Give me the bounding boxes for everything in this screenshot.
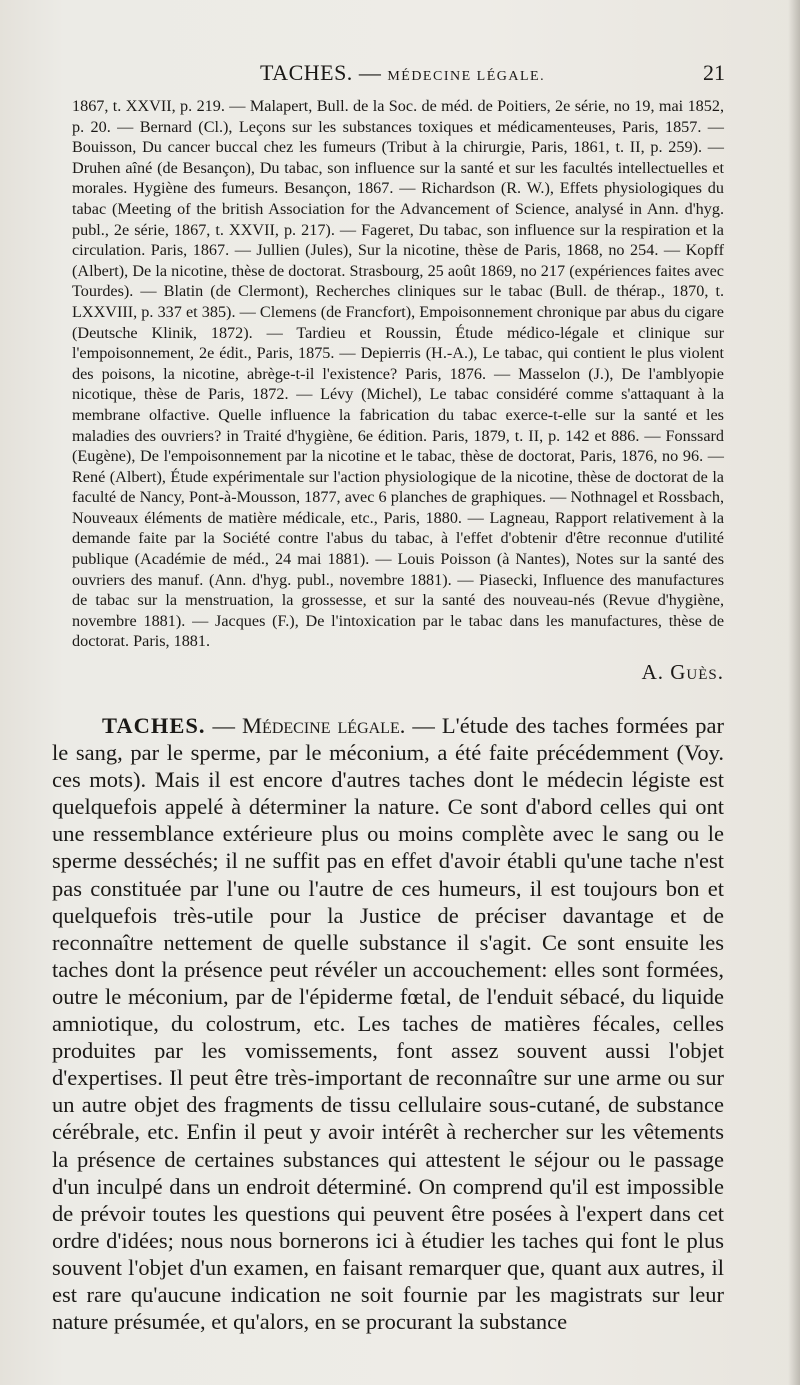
bibliography-paragraph: 1867, t. XXVII, p. 219. — Malapert, Bull. de la Soc. de méd. de Poitiers, 2e série, no 19, mai 1852, p. 20. — Bernard (Cl.), Leçons sur les substances toxiques et médicamenteuses, Paris, 1857. — Bouisson, Du cancer buccal chez les fumeurs (Tribut à la chirurgie, Paris, 1861, t. II, p. 259). — Druhen aîné (de Besançon), Du tabac, son influence sur la santé et sur les facultés intellectuelles et morales. Hygiène des fumeurs. Besançon, 1867. — Richardson (R. W.), Effets physiologiques du tabac (Meeting of the british Association for the Advancement of Science, analysé in Ann. d'hyg. publ., 2e série, 1867, t. XXVII, p. 217). — Fageret, Du tabac, son influence sur la respiration et la circulation. Paris, 1867. — Jullien (Jules), Sur la nicotine, thèse de Paris, 1868, no 254. — Kopff (Albert), De la nicotine, thèse de doctorat. Strasbourg, 25 août 1869, no 217 (expériences faites avec Tourdes). — Blatin (de Clermont), Recherches cliniques sur le tabac (Bull. de thérap., 1870, t. LXXVIII, p. 337 et 385). — Clemens (de Francfort), Empoisonnement chronique par abus du cigare (Deutsche Klinik, 1872). — Tardieu et Roussin, Étude médico-légale et clinique sur l'empoisonnement, 2e édit., Paris, 1875. — Depierris (H.-A.), Le tabac, qui contient le plus violent des poisons, la nicotine, abrège-t-il l'existence? Paris, 1876. — Masselon (J.), De l'amblyopie nicotique, thèse de Paris, 1872. — Lévy (Michel), Le tabac considéré comme s'attaquant à la membrane olfactive. Quelle influence la fabrication du tabac exerce-t-elle sur la santé et les maladies des ouvriers? in Traité d'hygiène, 6e édition. Paris, 1879, t. II, p. 142 et 886. — Fonssard (Eugène), De l'empoisonnement par la nicotine et le tabac, thèse de doctorat, Paris, 1876, no 96. — René (Albert), Étude expérimentale sur l'action physiologique de la nicotine, thèse de doctorat de la faculté de Nancy, Pont-à-Mousson, 1877, avec 6 planches de graphiques. — Nothnagel et Rossbach, Nouveaux éléments de matière médicale, etc., Paris, 1880. — Lagneau, Rapport relativement à la demande faite par la Société contre l'abus du tabac, à l'effet d'obtenir d'être reconnue d'utilité publique (Académie de méd., 24 mai 1881). — Louis Poisson (à Nantes), Notes sur la santé des ouvriers des manuf. (Ann. d'hyg. publ., novembre 1881). — Piasecki, Influence des manufactures de tabac sur la menstruation, la grossesse, et sur la santé des nouveau-nés (Revue d'hygiène, novembre 1881). — Jacques (F.), De l'intoxication par le tabac dans les manufactures, thèse de doctorat. Paris, 1881.: [72, 97, 724, 651]
running-header: [70, 60, 725, 90]
bibliography-block: [72, 96, 724, 652]
article-paragraph: [52, 712, 724, 1335]
article-text: L'étude des taches formées par le sang, par le sperme, par le méconium, a été faite précédemment (Voy. ces mots). Mais il est encore d'autres taches dont le médecin légiste est quelquefois appelé à déterminer la nature. Ce sont d'abord celles qui ont une ressemblance extérieure plus ou moins complète avec le sang ou le sperme desséchés; il ne suffit pas en effet d'avoir établi qu'une tache n'est pas constituée par l'une ou l'autre de ces humeurs, il est toujours bon et quelquefois très-utile pour la Justice de préciser davantage et de reconnaître nettement de quelle substance il s'agit. Ce sont ensuite les taches dont la présence peut révéler un accouchement: elles sont formées, outre le méconium, par de l'épiderme fœtal, de l'enduit sébacé, du liquide amniotique, du colostrum, etc. Les taches de matières fécales, celles produites par les vomissements, font assez souvent aussi l'objet d'expertises. Il peut être très-important de reconnaître sur une arme ou sur un autre objet des fragments de tissu cellulaire sous-cutané, de substance cérébrale, etc. Enfin il peut y avoir intérêt à rechercher sur les vêtements la présence de certaines substances qui attestent le séjour ou le passage d'un inculpé dans un endroit déterminé. On comprend qu'il est impossible de prévoir toutes les questions qui peuvent être posées à l'expert dans cet ordre d'idées; nous nous bornerons ici à étudier les taches qui font le plus souvent l'objet d'un examen, en faisant remarquer que, quant aux autres, il est rare qu'aucune indication ne soit fournie par les magistrats sur leur nature présumée, et qu'alors, en se procurant la substance: [52, 713, 724, 1335]
running-title-dash: —: [352, 60, 388, 85]
running-subtitle: MÉDECINE LÉGALE.: [387, 69, 546, 84]
running-title: [260, 60, 545, 86]
article-body: [52, 712, 724, 1335]
page-number: 21: [703, 60, 725, 85]
article-headword: TACHES.: [102, 713, 206, 738]
author-signature: A. Guès.: [641, 660, 724, 684]
page-spine-shadow: [788, 0, 800, 1385]
running-title-word: TACHES.: [260, 60, 353, 85]
article-section-label: — Médecine légale. —: [205, 713, 442, 738]
